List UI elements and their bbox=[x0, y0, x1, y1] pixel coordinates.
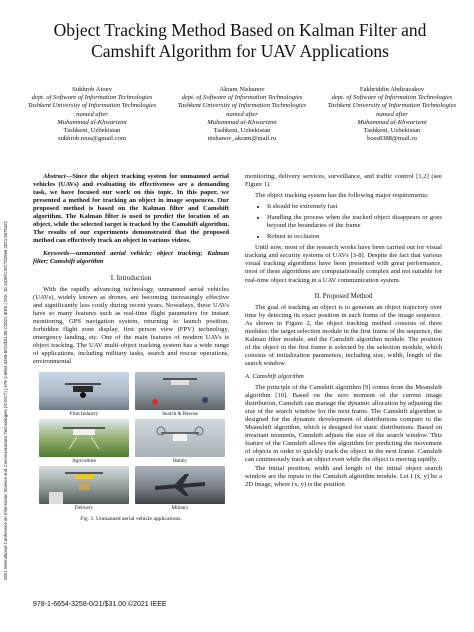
author-2 bbox=[172, 86, 312, 143]
author-city: Tashkent, Uzbekistan bbox=[213, 127, 271, 135]
figure-panel-military bbox=[135, 466, 225, 513]
figure-panel-hobby bbox=[135, 419, 225, 466]
author-email[interactable]: boss8388@mail.ru bbox=[367, 135, 417, 143]
section-heading-introduction: I. Introduction bbox=[110, 273, 152, 282]
abstract-label: Abstract bbox=[43, 173, 66, 180]
figure-label-agriculture: Agriculture bbox=[72, 458, 96, 465]
author-name: Fakhriddin Abdirazakov bbox=[359, 86, 425, 93]
hobby-image bbox=[135, 419, 225, 457]
figure-label-rescue: Search & Rescue bbox=[162, 411, 198, 418]
method-paragraph: The goal of tracking an object is to generate an object trajectory over time by detecting its exact position in each frame of the image sequence. As shown in Figure 2, the object tracking method consists of three modules: the target selection module in the first frame of the sequence, the Kalman filter module, and the Camshift algorithm module. The position of the object in the first frame is selected by the selection module, which consists of initialization parameters, including size, width, length of the search window. bbox=[245, 303, 442, 367]
camshift-paragraph-1: The principle of the Camshift algorithm [9] comes from the Meanshift algorithm [10]. Based on the zero moment of the current image distribution, Camshift can manage the dynamic allocation by adjusting the size of the search window for the next frame. The Camshift algorithm is designed for the dynamic development of distributions compare to the Meanshift algorithm, which is designed for static distributions. Based on invariant moments, Camshift adjusts the size of the search window. This feature of the Camshift allows the algorithm for predicting the movement of objects in order to quickly track the object in the next frame. Camshift can continuously track an object even while the object is moving rapidly. bbox=[245, 384, 442, 464]
keywords-text: —unmanned aerial vehicle; object tracking; Kalman filter; Camshift algorithm bbox=[33, 250, 229, 266]
right-paragraph-3: Until now, most of the research works have been carried out for visual tracking and security systems of UAVs [3-8]. Despite the fact that various visual tracking algorithms have been presented with great performance, most of these algorithms are computationally complex and not suitable for real-time object tracking in a UAV communication system. bbox=[245, 244, 442, 284]
author-name: Sukhrob Atoev bbox=[72, 86, 112, 93]
author-affiliation: Tashkent University of Information Technologies named after bbox=[327, 102, 457, 118]
figure-panel-film bbox=[39, 372, 129, 419]
figure-label-film: Film Industry bbox=[69, 411, 99, 418]
film-industry-image bbox=[39, 372, 129, 410]
section-heading-proposed-method: II. Proposed Method bbox=[314, 291, 373, 300]
agriculture-image bbox=[39, 419, 129, 457]
author-3 bbox=[322, 86, 462, 143]
figure-panel-delivery bbox=[39, 466, 129, 513]
footer-copyright: 978-1-6654-3258-0/21/$31.00 ©2021 IEEE bbox=[33, 601, 167, 608]
author-affiliation-2: Muhammad al-Khwarizmi bbox=[207, 118, 277, 126]
requirements-list bbox=[245, 203, 442, 241]
subsection-heading-camshift: A. Camshift algorithm bbox=[245, 372, 304, 380]
author-dept: dept. of Software of Information Technologies bbox=[181, 94, 303, 102]
camshift-paragraph-2: The initial position, width and length of the initial object search window are the inputs to the Camshift algorithm module. Let I (x, y) be a 2D image, where (x, y) is the position bbox=[245, 464, 442, 488]
military-image bbox=[135, 466, 225, 504]
figure-panel-agriculture bbox=[39, 419, 129, 466]
list-item: • Handling the process when the tracked object disappears or goes beyond the boundaries of the frame bbox=[267, 214, 442, 230]
author-city: Tashkent, Uzbekistan bbox=[363, 127, 421, 135]
author-1 bbox=[22, 86, 162, 143]
side-doi-text: 2021 International Conference on Information Science and Communications Technologies (ICISCT) | 978-1-6654-3258-0/21/$31.00 ©2021 IEEE | DOI: 10.1109/ICISCT52966.2021.9670421 bbox=[3, 220, 8, 580]
author-affiliation-2: Muhammad al-Khwarizmi bbox=[57, 118, 127, 126]
author-affiliation: Tashkent University of Information Technologies named after bbox=[27, 102, 157, 118]
abstract-text: —Since the object tracking system for unmanned aerial vehicles (UAVs) and evaluating its effectiveness are a demanding task, we have focused our work on this topic. In this paper, we presented a method for tracking an object in image sequences. Our proposed method is based on the Kalman filter and Camshift algorithm. The Kalman filter is used to predict the location of an object, while the selected target is tracked by the Camshift algorithm. The results of our experiments demonstrated that the proposed method can effectively track an object in various videos. bbox=[33, 173, 229, 245]
figure-caption: Fig. 1. Unmanned aerial vehicle applications. bbox=[80, 516, 182, 523]
author-name: Akram Nishanov bbox=[219, 86, 265, 93]
figure-label-military: Military bbox=[171, 505, 189, 512]
author-city: Tashkent, Uzbekistan bbox=[63, 127, 121, 135]
intro-paragraph: With the rapidly advancing technology, unmanned aerial vehicles (UAVs), widely known as drones, are becoming increasingly effective and significantly less costly during recent years. Nowadays, these UAVs have so many features such as real-time flight parameters for instant monitoring, GPS navigation system, returning to launch position, forbidden flight zone display, first person view (FPV) technology, emergency landing, etc. One of the main features of modern UAVs is object tracking. The UAV multi-object tracking system has a wide range of applications, including military tasks, search and rescue operations, environmental bbox=[33, 285, 229, 365]
keywords-label: Keywords bbox=[43, 250, 70, 258]
author-block bbox=[22, 86, 462, 143]
author-affiliation: Tashkent University of Information Technologies named after bbox=[177, 102, 307, 118]
author-dept: dept. of Software of Information Technologies bbox=[31, 94, 153, 102]
abstract bbox=[33, 173, 229, 245]
author-dept: dept. of Software of Information Technologies bbox=[331, 94, 453, 102]
right-paragraph-1: monitoring, delivery services, surveillance, and traffic control [1,2] (see Figure 1). bbox=[245, 173, 442, 189]
author-email[interactable]: sukhrob.reus@gmail.com bbox=[58, 135, 126, 143]
author-affiliation-2: Muhammad al-Khwarizmi bbox=[357, 118, 427, 126]
right-column bbox=[245, 173, 442, 489]
figure-1 bbox=[39, 372, 225, 513]
paper-title: Object Tracking Method Based on Kalman Filter and Camshift Algorithm for UAV Applications bbox=[53, 20, 427, 61]
search-rescue-image bbox=[135, 372, 225, 410]
author-email[interactable]: nishanov_akram@mail.ru bbox=[207, 135, 277, 143]
figure-label-delivery: Delivery bbox=[74, 505, 94, 512]
list-item: • It should be extremely fast bbox=[267, 203, 442, 211]
list-item: • Robust to occlusion bbox=[267, 233, 442, 241]
figure-label-hobby: Hobby bbox=[172, 458, 188, 465]
keywords bbox=[33, 250, 229, 266]
side-doi-strip bbox=[3, 40, 13, 580]
delivery-image bbox=[39, 466, 129, 504]
figure-panel-rescue bbox=[135, 372, 225, 419]
left-column bbox=[33, 173, 229, 523]
right-paragraph-2: The object tracking system has the following major requirements: bbox=[255, 192, 429, 200]
